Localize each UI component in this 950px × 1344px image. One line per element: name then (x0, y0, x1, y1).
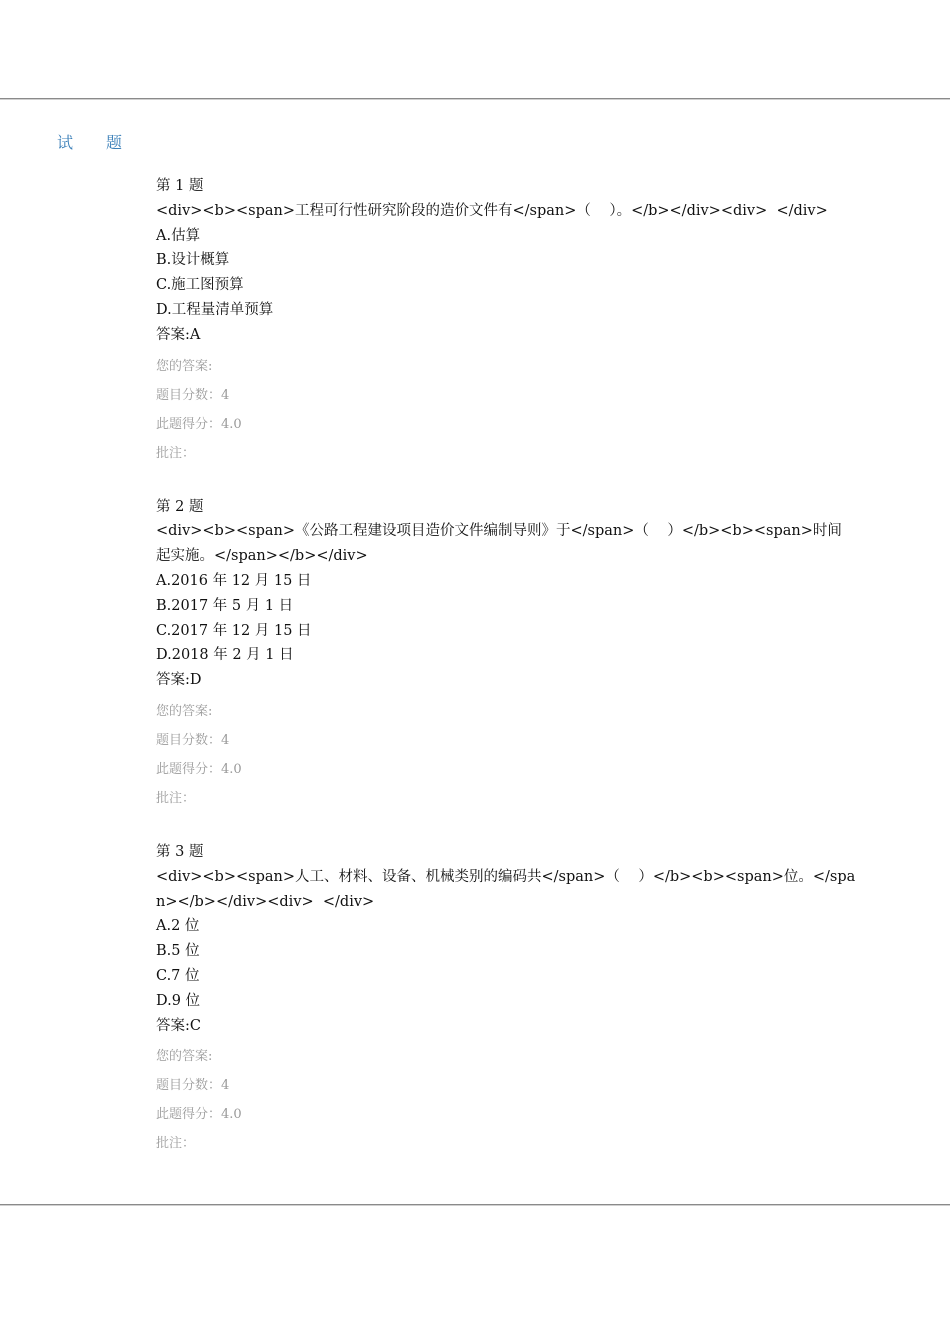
earned-score: 此题得分：4.0 (156, 416, 242, 432)
question-label: 第 2 题 (156, 498, 204, 515)
your-answer: 您的答案: (156, 358, 213, 374)
earned-score: 此题得分：4.0 (156, 761, 242, 777)
question-1 (156, 174, 856, 468)
option-b: B.5 位 (156, 943, 200, 960)
question-2 (156, 495, 856, 813)
comment: 批注： (156, 445, 196, 461)
question-text: <div><b><span>《公路工程建设项目造价文件编制导则》于</span>（ ）</b><b><span>时间起实施。</span></b></div> (156, 523, 842, 565)
top-divider (0, 98, 950, 100)
question-text: <div><b><span>人工、材料、设备、机械类别的编码共</span>（ ）</b><b><span>位。</span></b></div><div> </div> (156, 868, 856, 910)
option-d: D.工程量清单预算 (156, 301, 274, 318)
question-label: 第 1 题 (156, 178, 204, 194)
comment: 批注： (156, 790, 196, 806)
option-d: D.2018 年 2 月 1 日 (156, 647, 294, 664)
question-score: 题目分数：4 (156, 387, 230, 403)
your-answer: 您的答案: (156, 1049, 213, 1065)
correct-answer: 答案:D (156, 672, 202, 689)
option-a: A.估算 (156, 227, 201, 244)
earned-score: 此题得分：4.0 (156, 1107, 242, 1123)
correct-answer: 答案:C (156, 1017, 201, 1034)
question-score: 题目分数：4 (156, 1078, 230, 1094)
correct-answer: 答案:A (156, 326, 201, 343)
option-b: B.2017 年 5 月 1 日 (156, 597, 294, 614)
option-b: B.设计概算 (156, 252, 230, 269)
comment: 批注： (156, 1136, 196, 1152)
section-title: 试题 (57, 133, 156, 152)
question-label: 第 3 题 (156, 843, 204, 860)
question-list (156, 174, 856, 1185)
option-c: C.2017 年 12 月 15 日 (156, 622, 312, 639)
your-answer: 您的答案: (156, 703, 213, 719)
option-a: A.2016 年 12 月 15 日 (156, 572, 312, 589)
option-d: D.9 位 (156, 992, 201, 1009)
question-3 (156, 840, 856, 1158)
option-a: A.2 位 (156, 918, 200, 935)
option-c: C.7 位 (156, 967, 200, 984)
question-text: <div><b><span>工程可行性研究阶段的造价文件有</span>（ ）。</b></div><div> </div> (156, 202, 828, 219)
bottom-divider (0, 1204, 950, 1206)
question-score: 题目分数：4 (156, 732, 230, 748)
option-c: C.施工图预算 (156, 277, 244, 294)
